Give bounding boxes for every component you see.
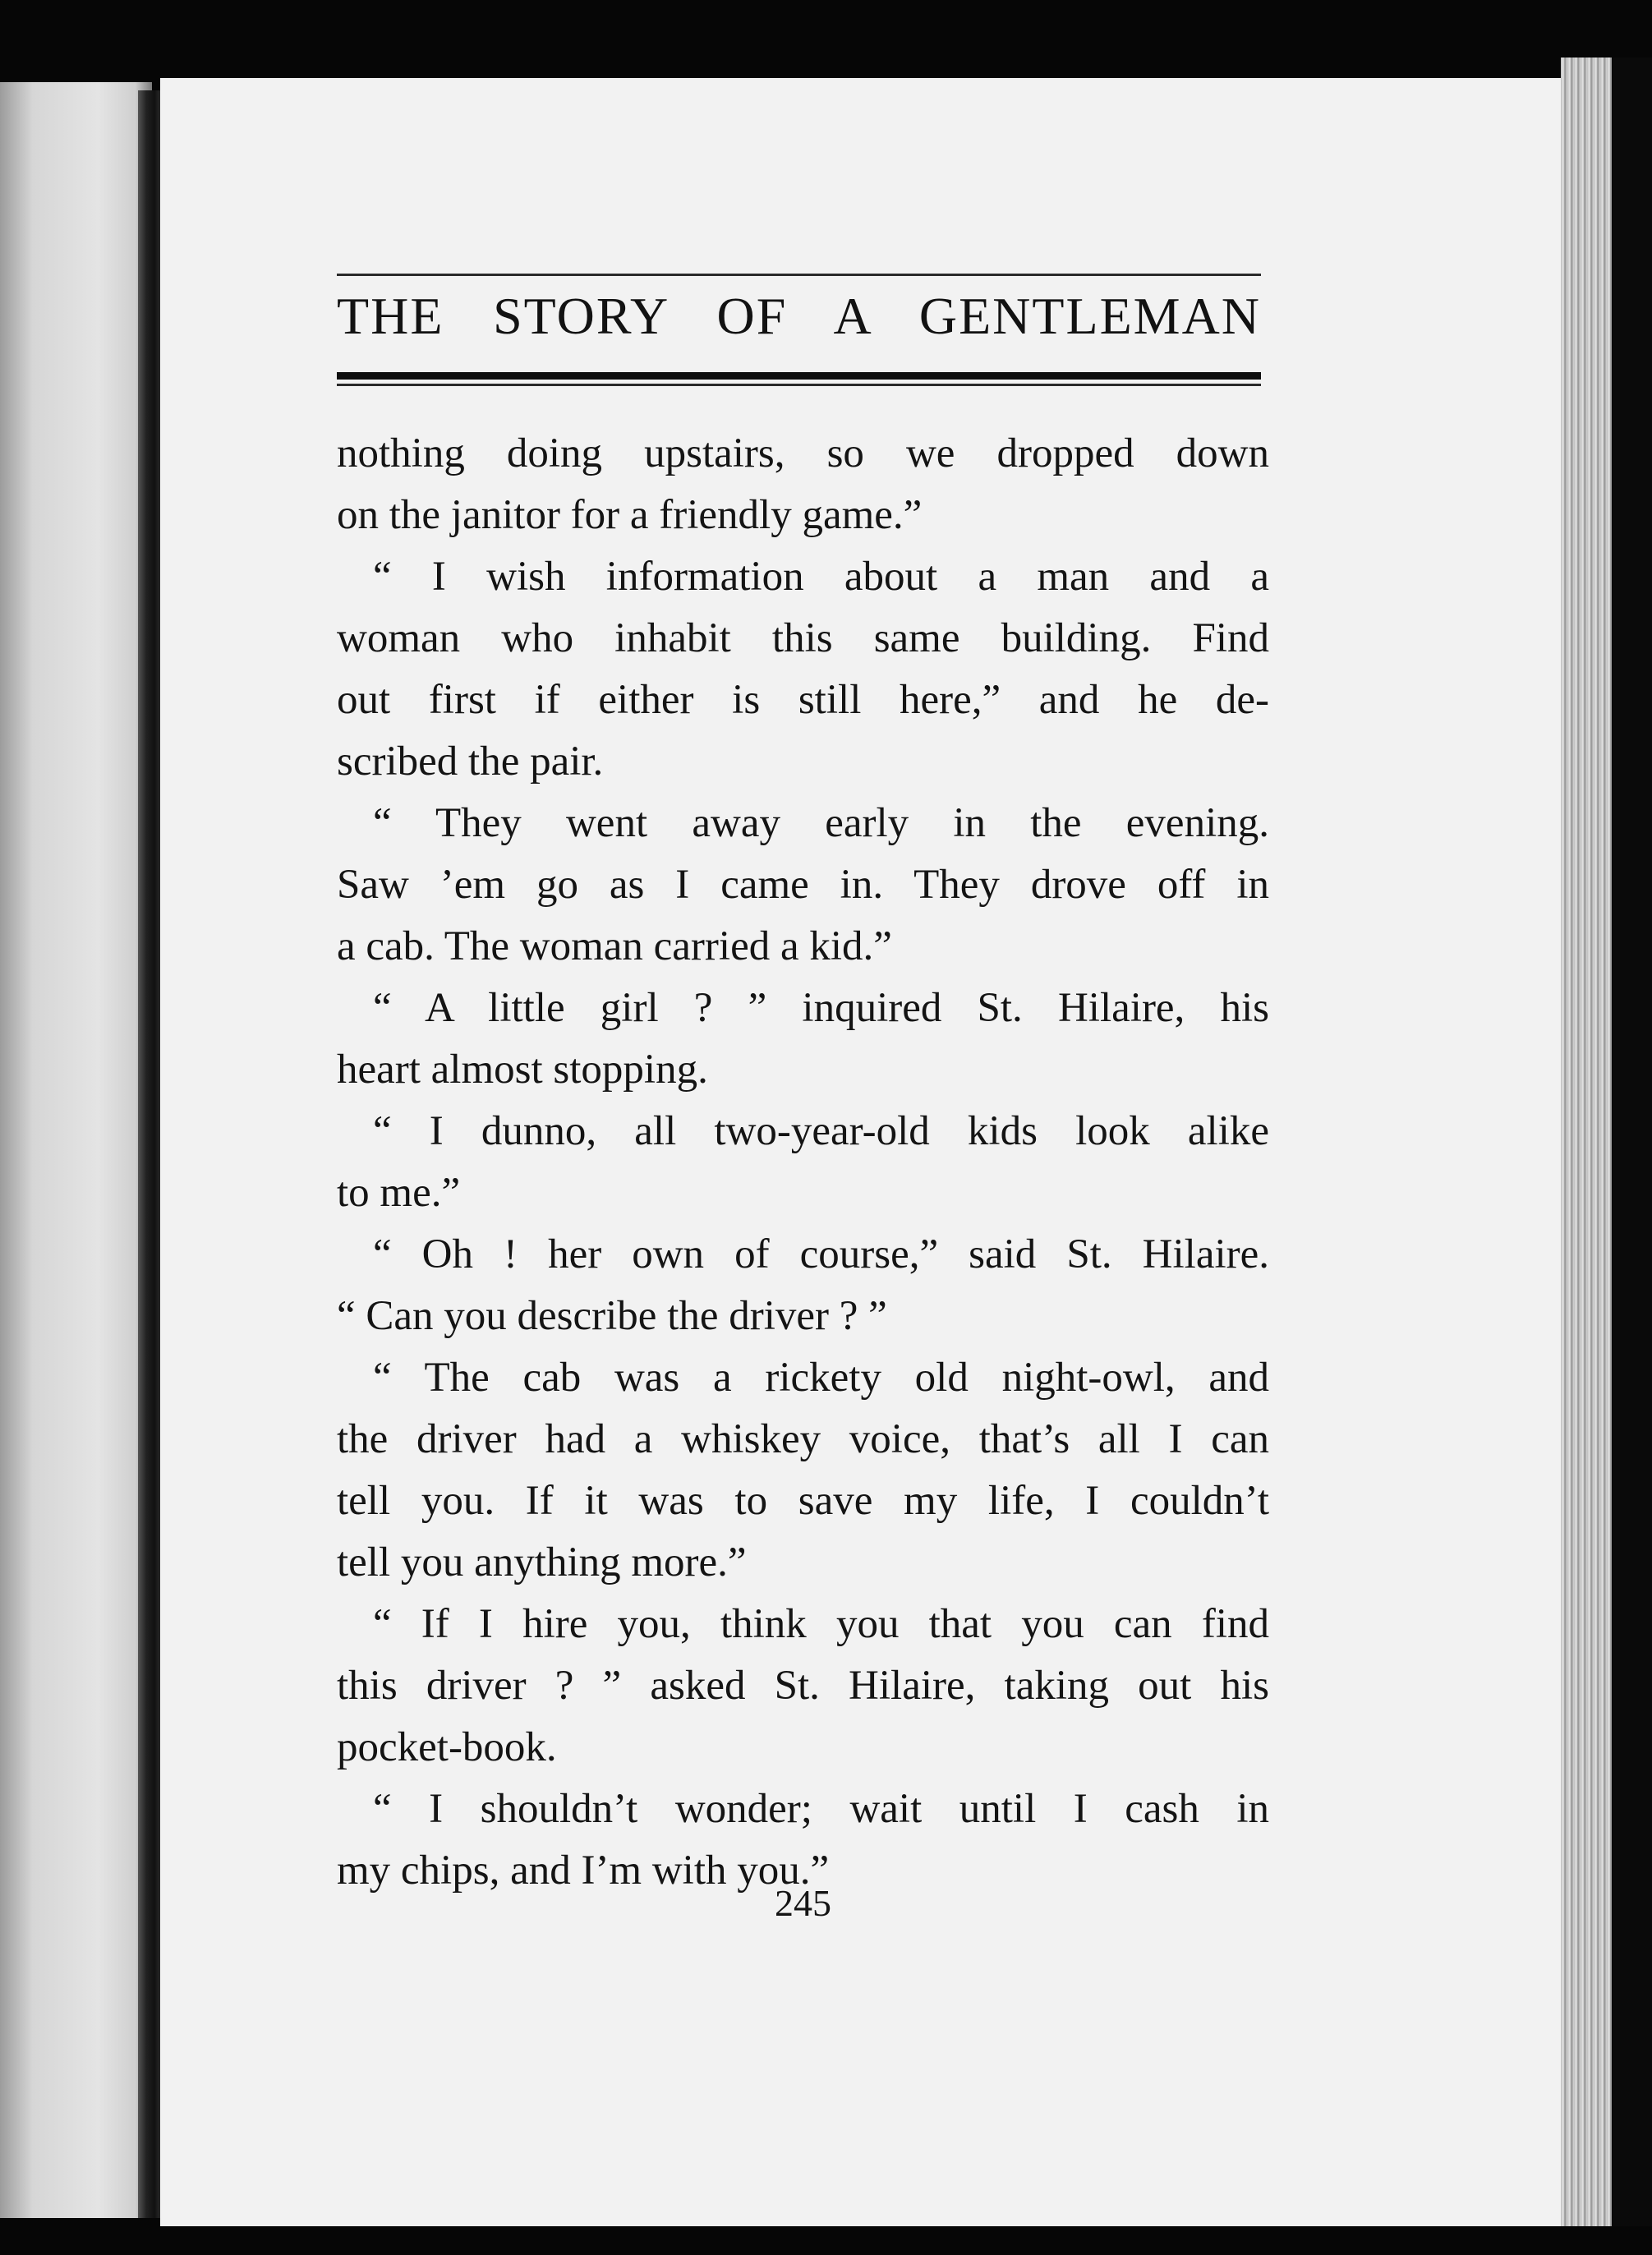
- text-line: “ I dunno, all two-year-old kids look alike: [373, 1108, 1269, 1154]
- text-line: scribed the pair.: [337, 739, 604, 785]
- text-line: “ I wish information about a man and a: [373, 554, 1269, 600]
- text-line: “ If I hire you, think you that you can find: [373, 1601, 1269, 1647]
- scan-border: [1612, 58, 1652, 2226]
- text-line: tell you anything more.”: [337, 1539, 747, 1585]
- page-edges: [1561, 58, 1612, 2226]
- text-line: Saw ’em go as I came in. They drove off in: [337, 862, 1269, 908]
- text-line: “ They went away early in the evening.: [373, 800, 1269, 846]
- page-number: 245: [775, 1882, 831, 1924]
- text-line: tell you. If it was to save my life, I couldn’t: [337, 1478, 1269, 1524]
- text-line: this driver ? ” asked St. Hilaire, taking out his: [337, 1663, 1269, 1709]
- text-line: “ I shouldn’t wonder; wait until I cash in: [373, 1786, 1269, 1832]
- facing-page-edge: [0, 82, 152, 2218]
- text-line: woman who inhabit this same building. Find: [337, 615, 1269, 661]
- text-line: on the janitor for a friendly game.”: [337, 492, 923, 538]
- text-line: “ A little girl ? ” inquired St. Hilaire, his: [373, 985, 1269, 1031]
- book-gutter: [138, 90, 163, 2218]
- text-line: nothing doing upstairs, so we dropped down: [337, 430, 1269, 476]
- text-line: a cab. The woman carried a kid.”: [337, 923, 892, 969]
- running-head: THE STORY OF A GENTLEMAN: [337, 287, 1261, 345]
- text-line: “ Can you describe the driver ? ”: [337, 1293, 887, 1339]
- text-line: “ The cab was a rickety old night-owl, and: [373, 1355, 1269, 1401]
- text-line: my chips, and I’m with you.”: [337, 1848, 830, 1894]
- text-line: “ Oh ! her own of course,” said St. Hilaire.: [373, 1231, 1269, 1277]
- text-line: the driver had a whiskey voice, that’s all I can: [337, 1416, 1269, 1462]
- text-line: pocket-book.: [337, 1724, 557, 1770]
- text-line: heart almost stopping.: [337, 1047, 708, 1093]
- text-line: to me.”: [337, 1170, 461, 1216]
- folio-area: [337, 0, 1269, 2255]
- text-line: out first if either is still here,” and he de-: [337, 677, 1269, 723]
